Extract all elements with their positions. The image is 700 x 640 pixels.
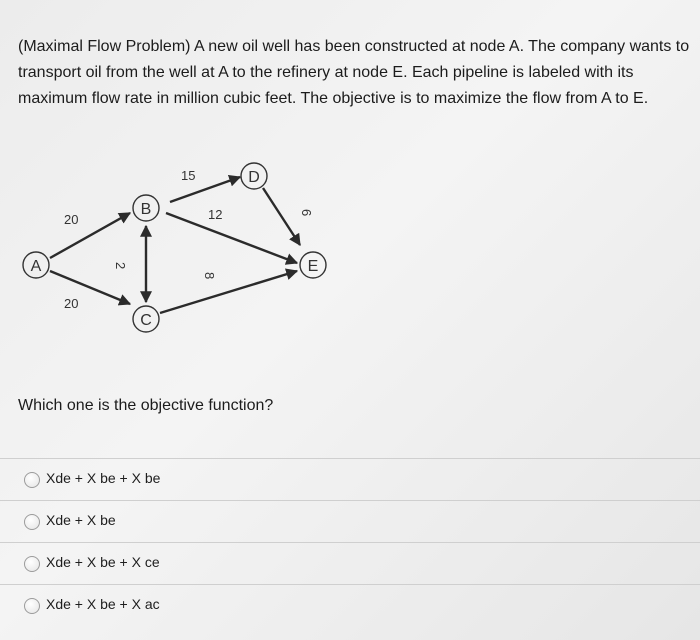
capacity-label-b-c: 2 xyxy=(113,262,128,270)
radio-button[interactable] xyxy=(24,556,40,572)
node-d xyxy=(241,163,267,189)
network-diagram xyxy=(0,150,700,350)
edge-d-e xyxy=(263,188,300,245)
edge-c-e xyxy=(160,271,297,313)
answer-option-label: Xde + X be + X be xyxy=(46,470,161,486)
radio-button[interactable] xyxy=(24,472,40,488)
capacity-label-c-e: 8 xyxy=(202,272,217,280)
question-prompt: Which one is the objective function? xyxy=(18,397,274,414)
edge-b-e xyxy=(166,213,297,263)
svg-text:A: A xyxy=(30,258,42,275)
node-c xyxy=(133,306,159,332)
edge-a-c xyxy=(50,271,130,304)
answer-option-label: Xde + X be xyxy=(46,512,116,528)
answer-option-1[interactable] xyxy=(0,458,700,501)
svg-text:B: B xyxy=(140,201,152,218)
capacity-label-d-e: 6 xyxy=(299,209,314,217)
node-a xyxy=(23,252,49,278)
svg-text:D: D xyxy=(248,169,260,186)
capacity-label-b-d: 15 xyxy=(181,168,196,183)
node-e xyxy=(300,252,326,278)
answer-option-label: Xde + X be + X ce xyxy=(46,554,160,570)
answer-option-3[interactable] xyxy=(0,542,700,585)
node-b xyxy=(133,195,159,221)
answer-option-2[interactable] xyxy=(0,500,700,543)
radio-button[interactable] xyxy=(24,514,40,530)
svg-text:C: C xyxy=(140,312,152,329)
answer-option-label: Xde + X be + X ac xyxy=(46,596,160,612)
radio-button[interactable] xyxy=(24,598,40,614)
answer-option-4[interactable] xyxy=(0,584,700,627)
capacity-label-a-b: 20 xyxy=(64,212,79,227)
capacity-label-b-e: 12 xyxy=(208,207,223,222)
question-text: (Maximal Flow Problem) A new oil well has been constructed at node A. The company wants to transport oil from the well at A to the refinery at node E. Each pipeline is labeled with its maximum flow rate in million cubic feet. The objective is to maximize the flow from A to E. xyxy=(18,38,690,107)
capacity-label-a-c: 20 xyxy=(64,296,79,311)
edge-a-b xyxy=(50,213,130,258)
svg-text:E: E xyxy=(307,258,319,275)
